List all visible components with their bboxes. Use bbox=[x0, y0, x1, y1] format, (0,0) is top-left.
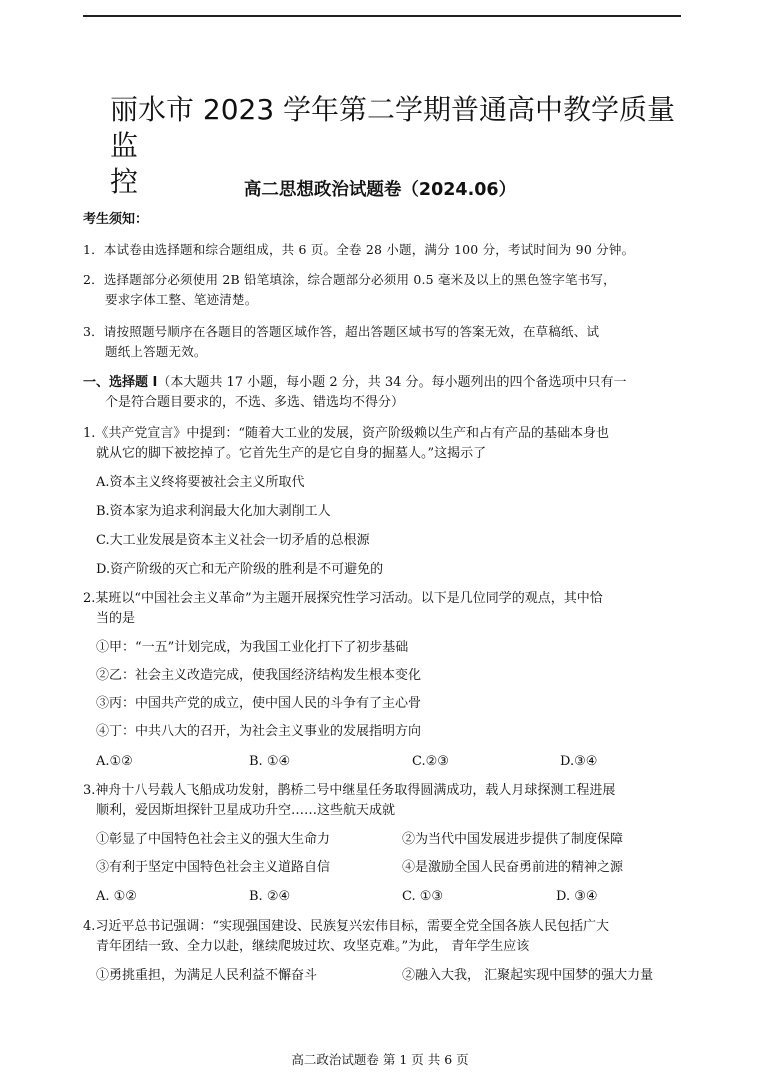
q1-stem: 1.《共产党宣言》中提到：“随着大工业的发展，资产阶级赖以生产和占有产品的基础本身也 bbox=[83, 426, 610, 441]
q2-option-b: B. ①④ bbox=[249, 754, 291, 769]
q3-item-2: ②为当代中国发展进步提供了制度保障 bbox=[402, 832, 624, 847]
notice-item-2-cont: 要求字体工整、笔迹清楚。 bbox=[105, 292, 258, 307]
q2-item-1: ①甲：“一五”计划完成，为我国工业化打下了初步基础 bbox=[96, 640, 409, 655]
section-heading bbox=[83, 373, 627, 393]
q3-stem-cont: 顺利，爱因斯坦探针卫星成功升空……这些航天成就 bbox=[96, 803, 396, 818]
q2-item-2: ②乙：社会主义改造完成，使我国经济结构发生根本变化 bbox=[96, 668, 422, 683]
q2-item-4: ④丁：中共八大的召开，为社会主义事业的发展指明方向 bbox=[96, 724, 422, 739]
section-desc: （本大题共 17 小题，每小题 2 分，共 34 分。每小题列出的四个备选项中只有一 bbox=[157, 375, 627, 390]
notice-item-2: 2．选择题部分必须使用 2B 铅笔填涂，综合题部分必须用 0.5 毫米及以上的黑色签字笔书写， bbox=[83, 272, 616, 287]
q3-option-b: B. ②④ bbox=[249, 889, 291, 904]
q4-stem-cont: 青年团结一致、全力以赴，继续爬坡过坎、攻坚克难。”为此， 青年学生应该 bbox=[96, 939, 530, 954]
notice-item-3: 3．请按照题号顺序在各题目的答题区域作答，超出答题区域书写的答案无效，在草稿纸、试 bbox=[83, 324, 600, 339]
q2-option-a: A.①② bbox=[96, 754, 133, 769]
section-desc-cont: 个是符合题目要求的，不选、多选、错选均不得分） bbox=[105, 395, 405, 410]
notice-item-3-cont: 题纸上答题无效。 bbox=[105, 344, 207, 359]
q2-stem: 2.某班以“中国社会主义革命”为主题开展探究性学习活动。以下是几位同学的观点，其中恰 bbox=[83, 591, 603, 606]
top-rule bbox=[83, 15, 681, 17]
q2-stem-cont: 当的是 bbox=[96, 611, 136, 626]
q3-option-a: A. ①② bbox=[96, 889, 137, 904]
q2-option-d: D.③④ bbox=[560, 754, 598, 769]
q3-item-4: ④是激励全国人民奋勇前进的精神之源 bbox=[402, 860, 624, 875]
q3-option-c: C. ①③ bbox=[402, 889, 444, 904]
exam-subtitle: 高二思想政治试题卷（2024.06） bbox=[243, 180, 517, 200]
q3-item-1: ①彰显了中国特色社会主义的强大生命力 bbox=[96, 832, 331, 847]
q4-item-1: ①勇挑重担，为满足人民利益不懈奋斗 bbox=[96, 968, 318, 983]
q1-option-b: B.资本家为追求利润最大化加大剥削工人 bbox=[96, 504, 331, 519]
exam-title-line2: 控 bbox=[110, 165, 139, 198]
q3-stem: 3.神舟十八号载人飞船成功发射，鹊桥二号中继星任务取得圆满成功，载人月球探测工程进展 bbox=[83, 783, 616, 798]
q1-option-c: C.大工业发展是资本主义社会一切矛盾的总根源 bbox=[96, 533, 370, 548]
section-label: 一、选择题 Ⅰ bbox=[83, 375, 158, 390]
exam-title-line1: 丽水市 2023 学年第二学期普通高中教学质量监 bbox=[110, 93, 676, 162]
page-footer: 高二政治试题卷 第 1 页 共 6 页 bbox=[291, 1052, 469, 1067]
q3-option-d: D. ③④ bbox=[556, 889, 598, 904]
q1-option-a: A.资本主义终将要被社会主义所取代 bbox=[96, 475, 305, 490]
q4-stem: 4.习近平总书记强调：“实现强国建设、民族复兴宏伟目标，需要全党全国各族人民包括广大 bbox=[83, 919, 610, 934]
q2-option-c: C.②③ bbox=[412, 754, 449, 769]
q1-option-d: D.资产阶级的灭亡和无产阶级的胜利是不可避免的 bbox=[96, 562, 384, 577]
notice-heading: 考生须知： bbox=[83, 212, 149, 227]
notice-item-1: 1．本试卷由选择题和综合题组成，共 6 页。全卷 28 小题，满分 100 分，考试时间为 90 分钟。 bbox=[83, 242, 635, 257]
q3-item-3: ③有利于坚定中国特色社会主义道路自信 bbox=[96, 860, 331, 875]
q1-stem-cont: 就从它的脚下被挖掉了。它首先生产的是它自身的掘墓人。”这揭示了 bbox=[96, 446, 487, 461]
q4-item-2: ②融入大我， 汇聚起实现中国梦的强大力量 bbox=[402, 968, 654, 983]
q2-item-3: ③丙：中国共产党的成立，使中国人民的斗争有了主心骨 bbox=[96, 696, 422, 711]
